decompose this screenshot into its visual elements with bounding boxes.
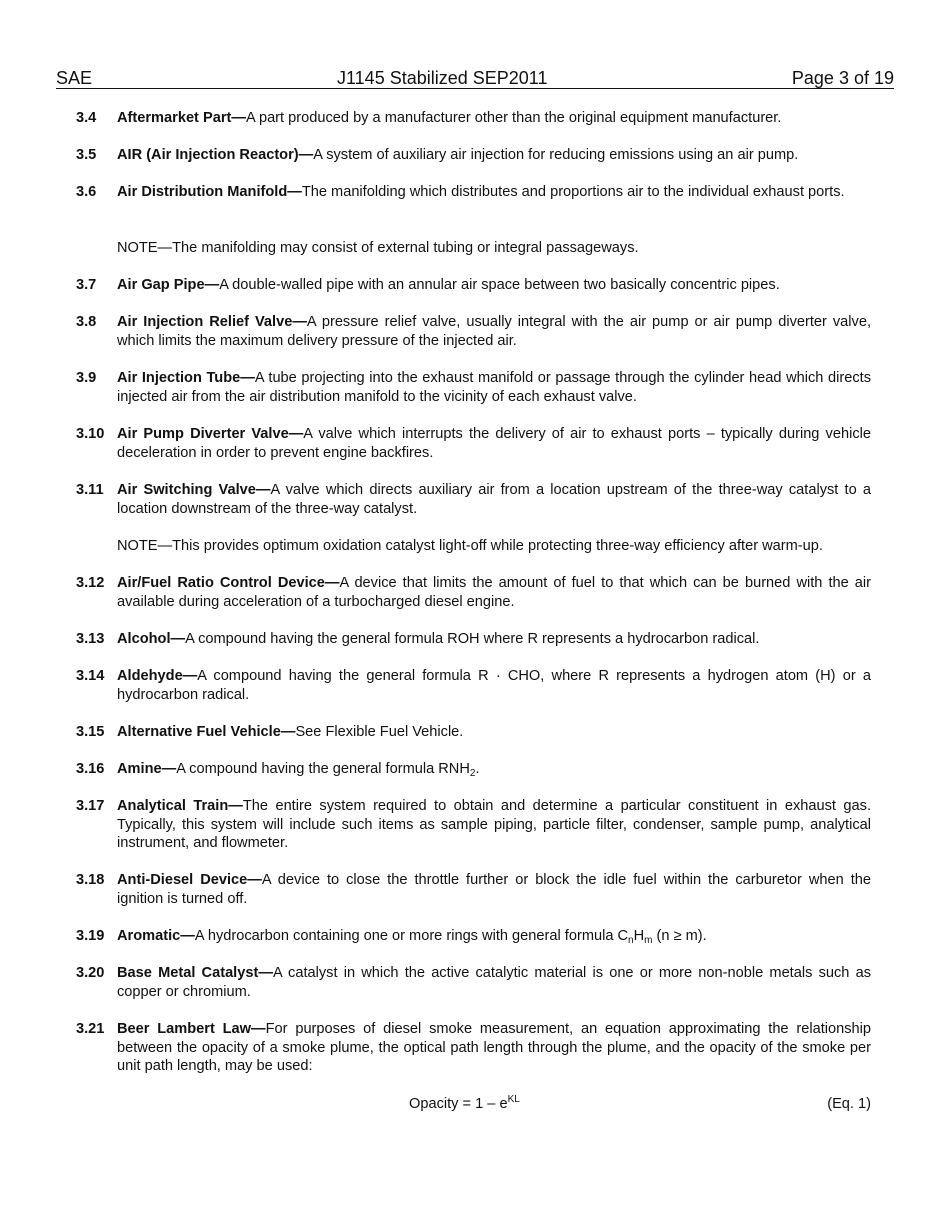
term: Amine— — [117, 761, 177, 777]
term: Beer Lambert Law— — [117, 1021, 266, 1037]
definition-text: A compound having the general formula R · CHO, where R represents a hydrogen atom (H) or a hydrocarbon radical. — [117, 668, 871, 703]
term: Anti-Diesel Device— — [117, 872, 262, 888]
term: Air Gap Pipe— — [117, 277, 220, 293]
equation-lhs: Opacity = 1 – e — [409, 1096, 508, 1112]
definition-text: A compound having the general formula ROH where R represents a hydrocarbon radical. — [185, 631, 760, 647]
section-number: 3.9 — [76, 370, 97, 386]
term: Analytical Train— — [117, 798, 243, 814]
subscript-n: n — [628, 935, 634, 946]
definition-text: A compound having the general formula RNH — [176, 761, 470, 777]
formula-h: H — [633, 928, 645, 944]
equation-exponent: KL — [507, 1094, 520, 1105]
definition-3-5 — [76, 146, 871, 165]
term: Alcohol— — [117, 631, 186, 647]
section-number: 3.19 — [76, 928, 105, 944]
definition-text: A hydrocarbon containing one or more rings with general formula C — [194, 928, 629, 944]
definition-text: A valve which interrupts the delivery of air to exhaust ports – typically during vehicle deceleration in order to prevent engine backfires. — [117, 426, 871, 461]
term: Aftermarket Part— — [117, 110, 246, 126]
section-number: 3.6 — [76, 184, 97, 200]
term: Aromatic— — [117, 928, 195, 944]
definition-text: A double-walled pipe with an annular air space between two basically concentric pipes. — [219, 277, 780, 293]
term: Air Injection Tube— — [117, 370, 255, 386]
section-number: 3.14 — [76, 668, 105, 684]
definition-text-end: (n ≥ m). — [652, 928, 707, 944]
section-number: 3.20 — [76, 965, 105, 981]
definition-3-13 — [76, 630, 871, 649]
term: Air Pump Diverter Valve— — [117, 426, 304, 442]
equation-formula — [409, 1096, 520, 1112]
term: Air/Fuel Ratio Control Device— — [117, 575, 340, 591]
term: Air Distribution Manifold— — [117, 184, 302, 200]
definition-3-15 — [76, 723, 871, 742]
subscript: 2 — [469, 768, 476, 779]
definition-3-6 — [76, 183, 871, 202]
section-number: 3.15 — [76, 724, 105, 740]
definition-3-17 — [76, 797, 871, 853]
definition-3-16 — [76, 760, 871, 779]
equation-number: (Eq. 1) — [827, 1096, 871, 1112]
definition-3-10 — [76, 425, 871, 462]
definition-3-8 — [76, 313, 871, 350]
section-number: 3.13 — [76, 631, 105, 647]
header-document-id: J1145 Stabilized SEP2011 — [337, 68, 548, 88]
definition-3-21 — [76, 1020, 871, 1076]
definition-text-end: . — [475, 761, 480, 777]
definition-3-9 — [76, 369, 871, 406]
term: Air Switching Valve— — [117, 482, 271, 498]
definition-text: A pressure relief valve, usually integral with the air pump or air pump diverter valve, which limits the maximum delivery pressure of the injected air. — [117, 314, 872, 349]
section-number: 3.21 — [76, 1021, 105, 1037]
definition-3-18 — [76, 871, 871, 908]
section-number: 3.4 — [76, 110, 97, 126]
note-manifolding: NOTE—The manifolding may consist of external tubing or integral passageways. — [117, 240, 639, 256]
definition-text: A tube projecting into the exhaust manifold or passage through the cylinder head which directs injected air from the air distribution manifold to the vicinity of each exhaust valve. — [117, 370, 871, 405]
page-header — [56, 66, 894, 89]
section-number: 3.5 — [76, 147, 97, 163]
definition-text: A device to close the throttle further or block the idle fuel within the carburetor when the ignition is turned off. — [117, 872, 871, 907]
definition-text: A valve which directs auxiliary air from a location upstream of the three-way catalyst to a location downstream of the three-way catalyst. — [117, 482, 871, 517]
section-number: 3.12 — [76, 575, 105, 591]
header-org: SAE — [56, 68, 93, 88]
definition-3-11 — [76, 481, 871, 518]
header-page-number: Page 3 of 19 — [791, 68, 894, 88]
definition-3-19 — [76, 927, 871, 946]
definition-text: A device that limits the amount of fuel to that which can be burned with the air available during acceleration of a turbocharged diesel engine. — [117, 575, 871, 610]
definition-3-14 — [76, 667, 871, 704]
note-catalyst-light-off: NOTE—This provides optimum oxidation catalyst light-off while protecting three-way efficiency after warm-up. — [117, 538, 823, 554]
definition-3-7 — [76, 276, 871, 295]
section-number: 3.10 — [76, 426, 105, 442]
section-number: 3.18 — [76, 872, 105, 888]
definition-3-20 — [76, 964, 871, 1001]
definition-text: See Flexible Fuel Vehicle. — [295, 724, 464, 740]
definition-text: A part produced by a manufacturer other than the original equipment manufacturer. — [245, 110, 782, 126]
term: Air Injection Relief Valve— — [117, 314, 307, 330]
definition-3-12 — [76, 574, 871, 611]
equation-1 — [0, 1094, 950, 1116]
definition-text: The entire system required to obtain and determine a particular constituent in exhaust gas. Typically, this system will include such items as sample piping, particle filter, condenser, sample pump, analytical instrument, and flowmeter. — [117, 798, 872, 852]
subscript-m: m — [644, 935, 653, 946]
section-number: 3.11 — [76, 482, 104, 498]
definition-text: A system of auxiliary air injection for reducing emissions using an air pump. — [313, 147, 799, 163]
definition-text: The manifolding which distributes and proportions air to the individual exhaust ports. — [301, 184, 845, 200]
section-number: 3.8 — [76, 314, 97, 330]
section-number: 3.17 — [76, 798, 105, 814]
term: Aldehyde— — [117, 668, 198, 684]
definition-3-4 — [76, 109, 871, 128]
section-number: 3.16 — [76, 761, 105, 777]
section-number: 3.7 — [76, 277, 97, 293]
definition-text: A catalyst in which the active catalytic material is one or more non-noble metals such as copper or chromium. — [117, 965, 871, 1000]
term: Alternative Fuel Vehicle— — [117, 724, 296, 740]
term: AIR (Air Injection Reactor)— — [117, 147, 314, 163]
definition-text: For purposes of diesel smoke measurement, an equation approximating the relationship between the opacity of a smoke plume, the optical path length through the plume, and the opacity of the smoke per unit path length, may be used: — [117, 1021, 871, 1075]
term: Base Metal Catalyst— — [117, 965, 273, 981]
